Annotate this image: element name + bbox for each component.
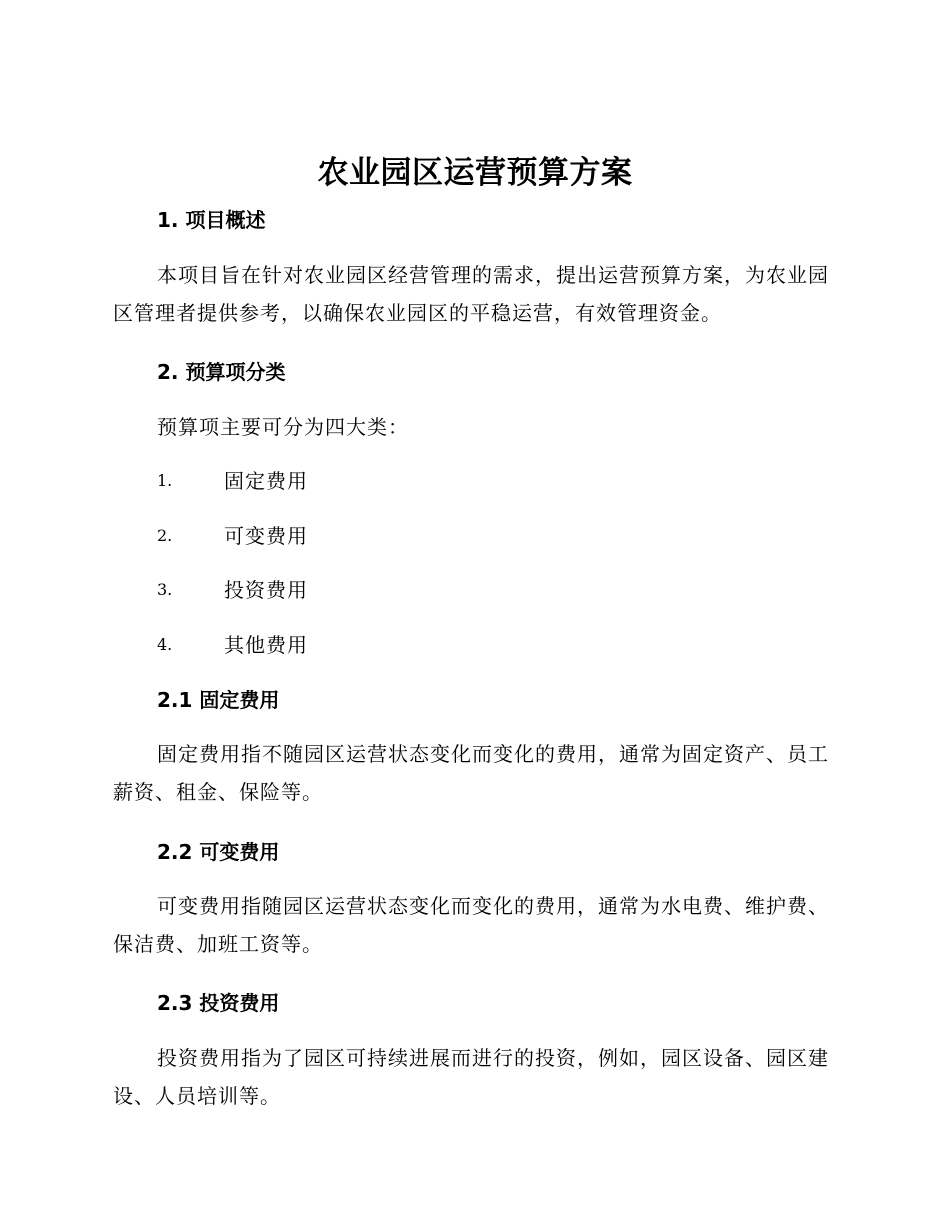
section-heading-project-overview: 1. 项目概述: [157, 208, 266, 232]
list-item-text: 其他费用: [224, 633, 308, 657]
section-heading-investment-costs: 2.3 投资费用: [157, 991, 280, 1015]
list-item-number: 3.: [157, 580, 173, 599]
paragraph-fixed-costs: 固定费用指不随园区运营状态变化而变化的费用，通常为固定资产、员工薪资、租金、保险等。: [113, 742, 829, 804]
paragraph-budget-categories-intro: 预算项主要可分为四大类：: [157, 415, 409, 439]
section-heading-budget-categories: 2. 预算项分类: [157, 360, 286, 384]
paragraph-investment-costs: 投资费用指为了园区可持续进展而进行的投资，例如，园区设备、园区建设、人员培训等。: [113, 1046, 829, 1108]
section-heading-variable-costs: 2.2 可变费用: [157, 840, 280, 864]
list-item-number: 1.: [157, 471, 173, 490]
section-heading-fixed-costs: 2.1 固定费用: [157, 688, 280, 712]
list-item-number: 4.: [157, 635, 173, 654]
list-item-text: 固定费用: [224, 469, 308, 493]
paragraph-variable-costs: 可变费用指随园区运营状态变化而变化的费用，通常为水电费、维护费、保洁费、加班工资等。: [113, 894, 829, 956]
paragraph-project-overview: 本项目旨在针对农业园区经营管理的需求，提出运营预算方案，为农业园区管理者提供参考，以确保农业园区的平稳运营，有效管理资金。: [113, 263, 829, 325]
list-item-text: 投资费用: [224, 578, 308, 602]
list-item-number: 2.: [157, 526, 173, 545]
list-item-text: 可变费用: [224, 524, 308, 548]
document-title: 农业园区运营预算方案: [317, 155, 633, 191]
